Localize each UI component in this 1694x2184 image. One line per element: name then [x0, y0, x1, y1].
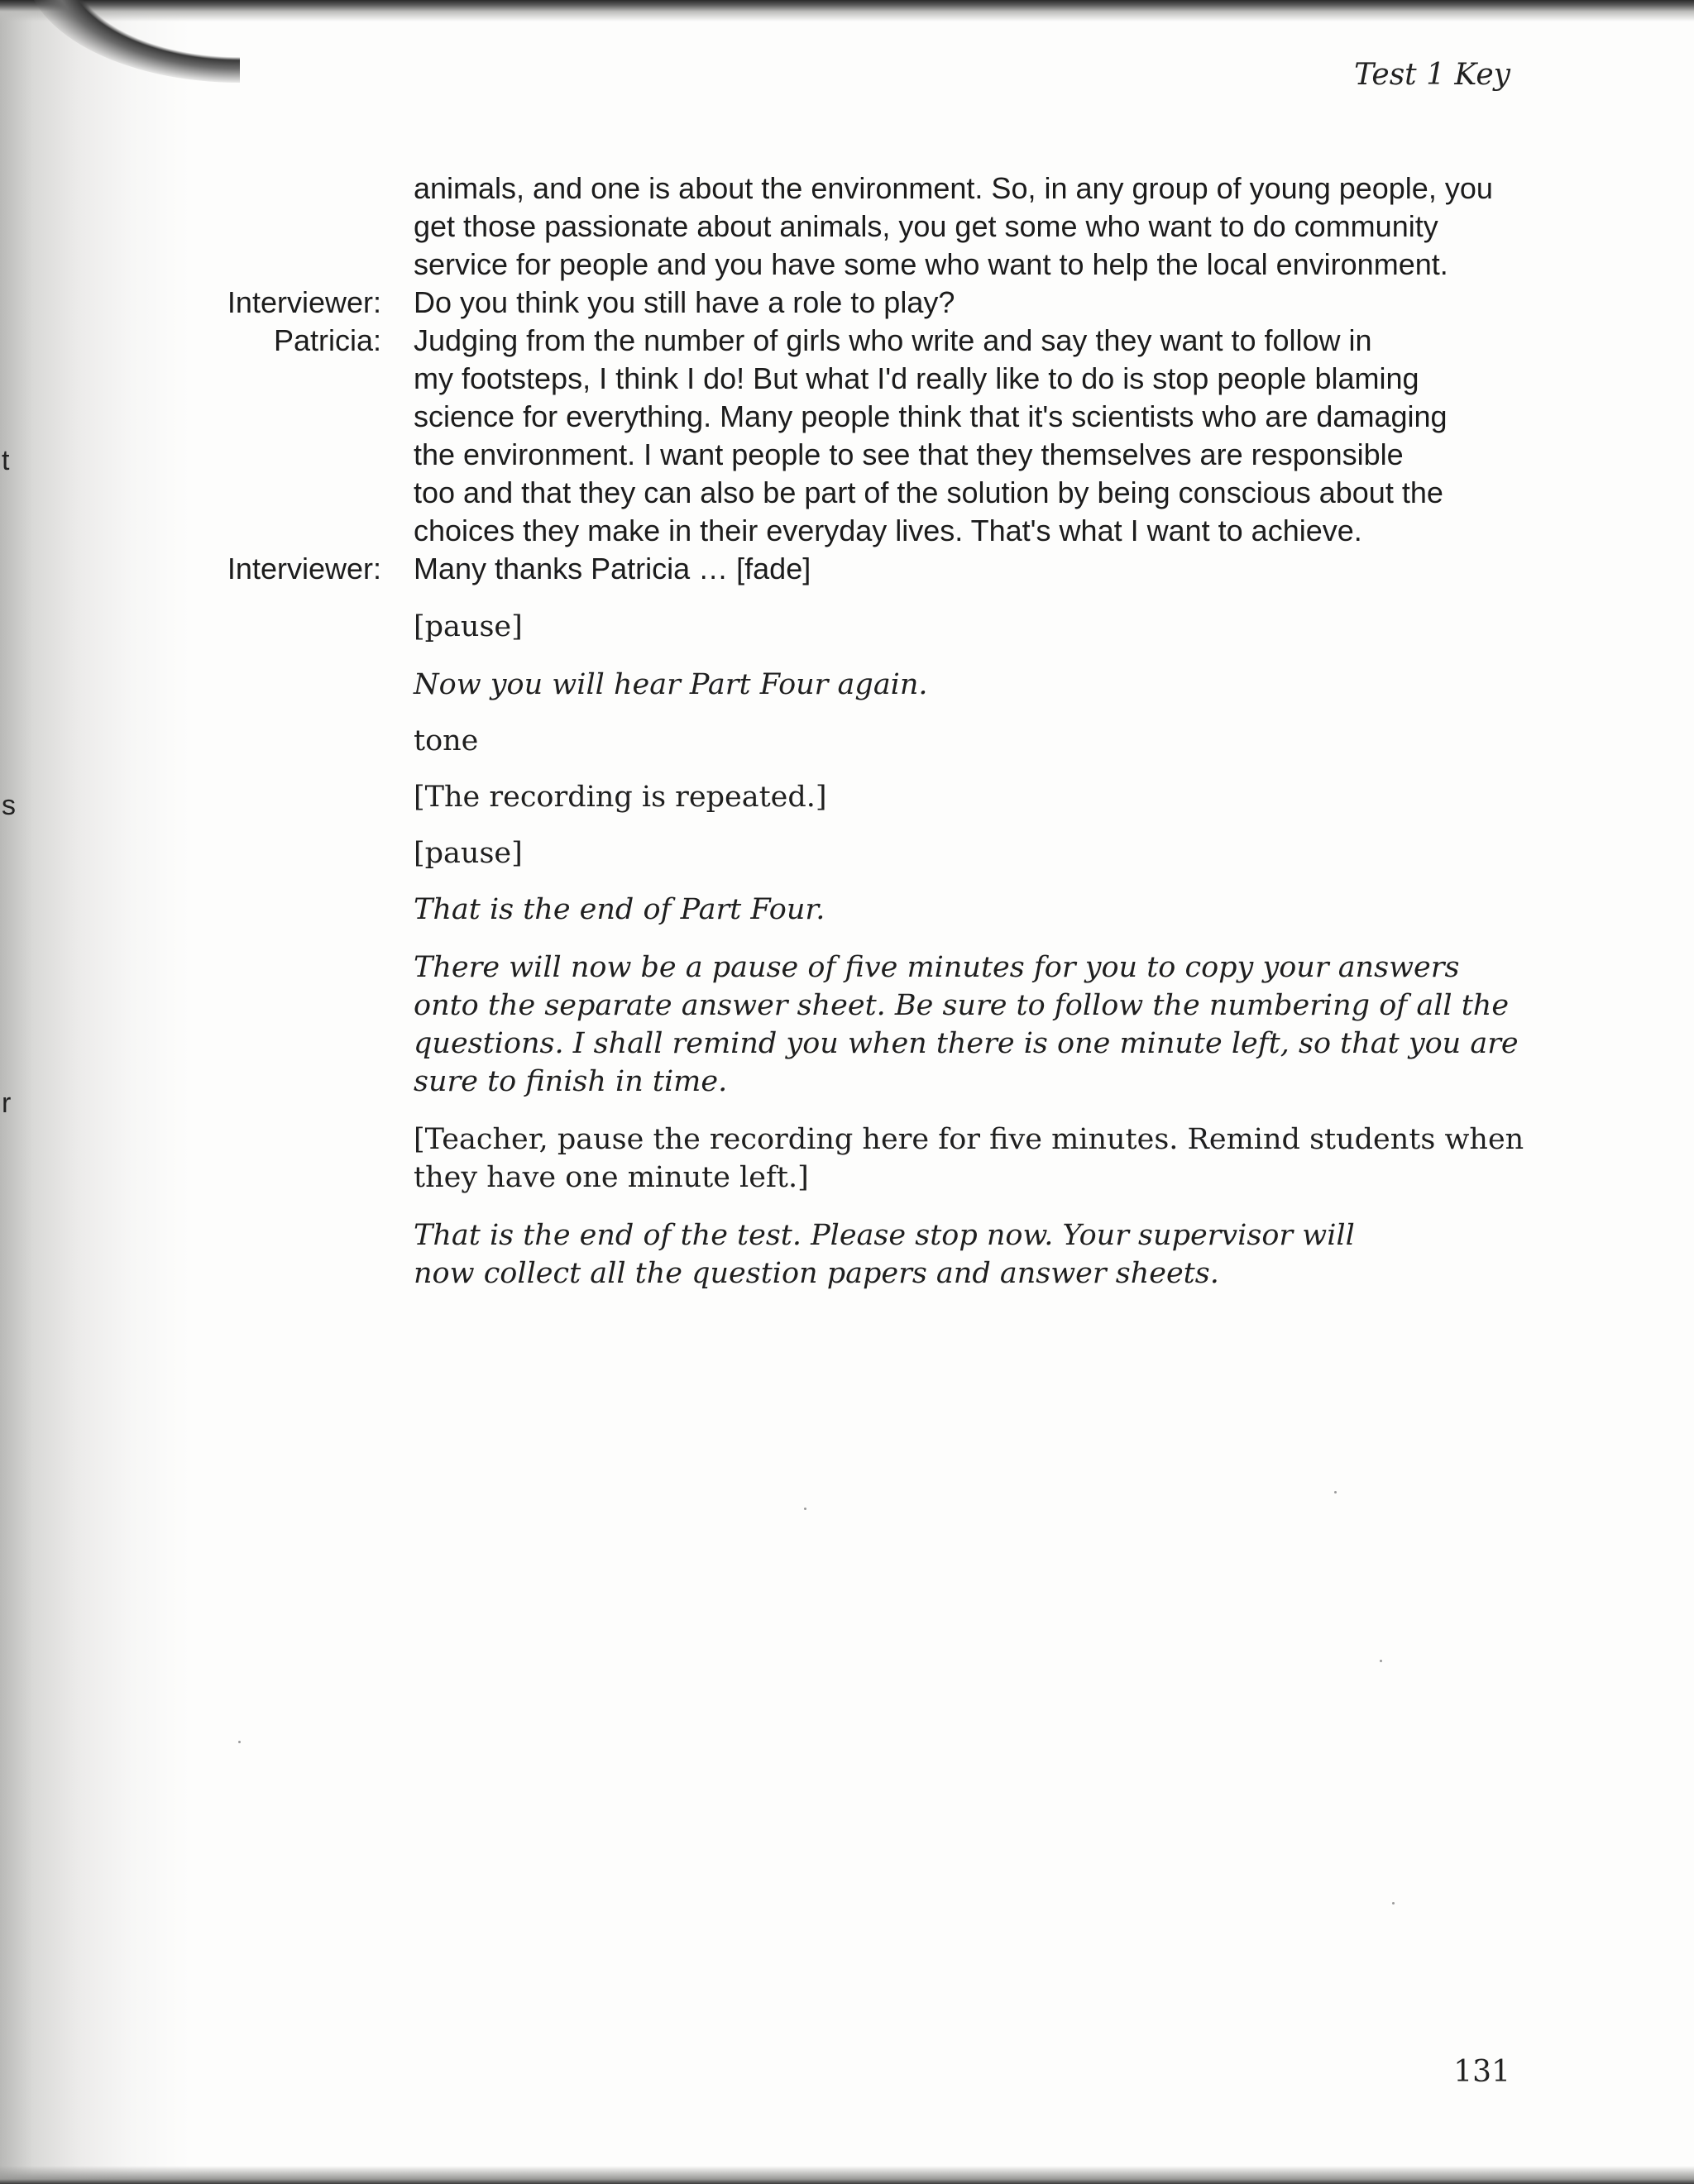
- dialogue-row: [0, 512, 1694, 550]
- dialogue-row: [0, 550, 1694, 588]
- direction-line: [pause]: [414, 837, 523, 870]
- dialogue-line: choices they make in their everyday lives. That's what I want to achieve.: [414, 514, 1362, 547]
- transcript-body: [0, 170, 1694, 1293]
- direction-line: There will now be a pause of five minutes for you to copy your answers: [414, 951, 1460, 984]
- stage-directions: [0, 588, 1694, 1293]
- dialogue-line: the environment. I want people to see that they themselves are responsible: [414, 437, 1404, 471]
- running-head: Test 1 Key: [1354, 58, 1510, 92]
- margin-bleed-letter: r: [2, 1087, 12, 1119]
- scan-speck: [238, 1741, 241, 1743]
- direction-line: That is the end of the test. Please stop now. Your supervisor will: [414, 1219, 1355, 1252]
- page-bottom-edge: [0, 2166, 1694, 2184]
- dialogue-line: science for everything. Many people think that it's scientists who are damaging: [414, 399, 1448, 433]
- dialogue-line: my footsteps, I think I do! But what I'd really like to do is stop people blaming: [414, 361, 1419, 395]
- scan-speck: [1334, 1491, 1337, 1493]
- direction-line: onto the separate answer sheet. Be sure to follow the numbering of all the: [414, 989, 1510, 1022]
- dialogue-row: [0, 284, 1694, 322]
- speaker-label: Interviewer:: [227, 552, 381, 585]
- dialogue-line: service for people and you have some who want to help the local environment.: [414, 247, 1448, 281]
- dialogue-line: get those passionate about animals, you get some who want to do community: [414, 209, 1438, 243]
- direction-line: [pause]: [414, 610, 523, 643]
- dialogue-row: [0, 322, 1694, 360]
- dialogue-row: [0, 208, 1694, 246]
- direction-line: [Teacher, pause the recording here for five minutes. Remind students when: [414, 1123, 1524, 1156]
- page-number: 131: [1453, 2055, 1510, 2089]
- dialogue-row: [0, 246, 1694, 284]
- direction-line: questions. I shall remind you when there is one minute left, so that you are: [414, 1027, 1519, 1060]
- direction-line: Now you will hear Part Four again.: [414, 668, 928, 701]
- direction-line: sure to finish in time.: [414, 1065, 728, 1098]
- margin-bleed-letter: t: [2, 445, 10, 476]
- scan-speck: [1380, 1660, 1382, 1662]
- direction-line: tone: [414, 724, 479, 757]
- direction-line: they have one minute left.]: [414, 1161, 809, 1194]
- dialogue-row: [0, 360, 1694, 398]
- dialogue-row: [0, 436, 1694, 474]
- margin-bleed-letter: s: [2, 790, 16, 821]
- scan-speck: [1392, 1902, 1395, 1904]
- dialogue-row: [0, 170, 1694, 208]
- direction-line: That is the end of Part Four.: [414, 893, 825, 926]
- dialogue-line: Judging from the number of girls who write and say they want to follow in: [414, 323, 1372, 357]
- dialogue-line: Many thanks Patricia … [fade]: [414, 552, 811, 585]
- speaker-label: Interviewer:: [227, 285, 381, 319]
- dialogue-row: [0, 398, 1694, 436]
- dialogue-row: [0, 474, 1694, 512]
- page-top-edge: [0, 0, 1694, 22]
- direction-line: [The recording is repeated.]: [414, 781, 827, 814]
- dialogue-line: too and that they can also be part of the solution by being conscious about the: [414, 476, 1443, 509]
- dialogue-line: animals, and one is about the environment. So, in any group of young people, you: [414, 171, 1493, 205]
- scan-speck: [804, 1508, 806, 1510]
- speaker-label: Patricia:: [273, 323, 381, 357]
- dialogue-line: Do you think you still have a role to play?: [414, 285, 955, 319]
- direction-line: now collect all the question papers and answer sheets.: [414, 1257, 1219, 1290]
